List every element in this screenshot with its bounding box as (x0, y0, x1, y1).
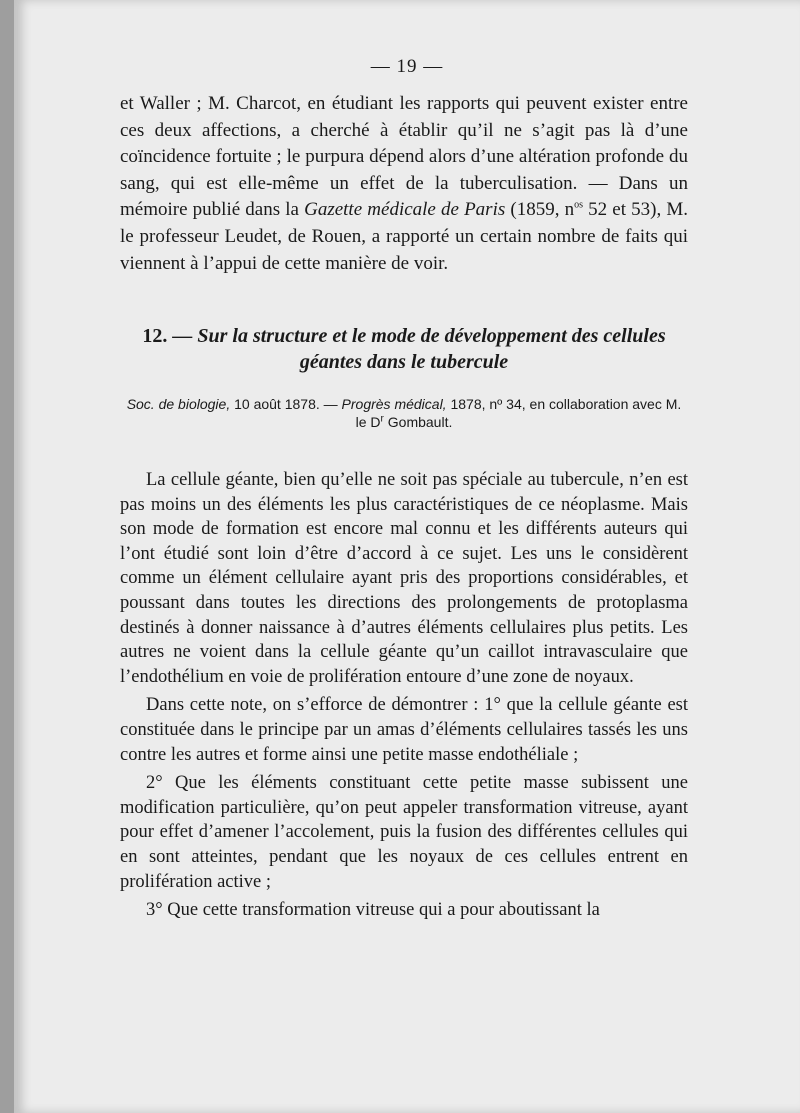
body-text (120, 468, 688, 923)
doctor-superscript: r (380, 413, 384, 425)
body-paragraph: Dans cette note, on s’efforce de démontrer : 1° que la cellule géante est constituée dans le principe par un amas d’éléments cellulaires tassés les uns contre les autres et forme ainsi une petite masse endothéliale ; (120, 695, 688, 765)
section-heading (120, 323, 688, 375)
body-paragraph: La cellule géante, bien qu’elle ne soit pas spéciale au tubercule, n’en est pas moins un des éléments les plus caractéristiques de ce néoplasme. Mais son mode de formation est encore mal connu et les différents auteurs qui l’ont étudié sont loin d’être d’accord à ce sujet. Les uns le considèrent comme un élément cellulaire ayant pris des proportions considérables, et poussant dans toutes les directions des prolongements de protoplasma destinés à donner naissance à d’autres éléments cellulaires plus petits. Les autres ne voient dans la cellule géante qu’un caillot intravasculaire que l’endothélium en voie de prolifération entoure d’une zone de noyaux. (120, 470, 688, 687)
body-paragraph: 2° Que les éléments constituant cette petite masse subissent une modification particulière, qu’on peut appeler transformation vitreuse, ayant pour effet d’amener l’accolement, puis la fusion des différentes cellules qui en sont atteintes, pendant que les noyaux de ces cellules entrent en prolifération active ; (120, 773, 688, 892)
source-details: 1878, nº 34, en collaboration avec M. le D (355, 396, 682, 430)
source-citation (120, 395, 688, 431)
section-title: — Sur la structure et le mode de développement des cellules géantes dans le tubercule (172, 325, 666, 373)
page-number: — 19 — (370, 56, 444, 77)
section-number: 12. (142, 325, 168, 347)
source-author: Gombault. (383, 414, 453, 430)
source-journal: Progrès médical, (341, 396, 447, 412)
intro-text-2: (1859, n (505, 199, 575, 221)
number-superscript: os (574, 200, 584, 212)
body-paragraph: 3° Que cette transformation vitreuse qui a pour aboutissant la (146, 900, 600, 921)
intro-paragraph (120, 91, 688, 277)
journal-title: Gazette médicale de Paris (304, 199, 506, 221)
intro-text-3: 52 et 53), M. le professeur Leudet, de Rouen, a rapporté un certain nombre de faits qui viennent à l’appui de cette manière de voir. (120, 199, 688, 274)
book-page (14, 0, 800, 1113)
intro-text-1: et Waller ; M. Charcot, en étudiant les rapports qui peuvent exister entre ces deux affections, a cherché à établir qu’il ne s’agit pas là d’une coïncidence fortuite ; le purpura dépend alors d’une altération profonde du sang, qui est elle-même un effet de la tuberculisation. — Dans un mémoire publié dans la (120, 93, 688, 221)
source-society: Soc. de biologie, (126, 396, 231, 412)
source-date: 10 août 1878. — (230, 396, 342, 412)
